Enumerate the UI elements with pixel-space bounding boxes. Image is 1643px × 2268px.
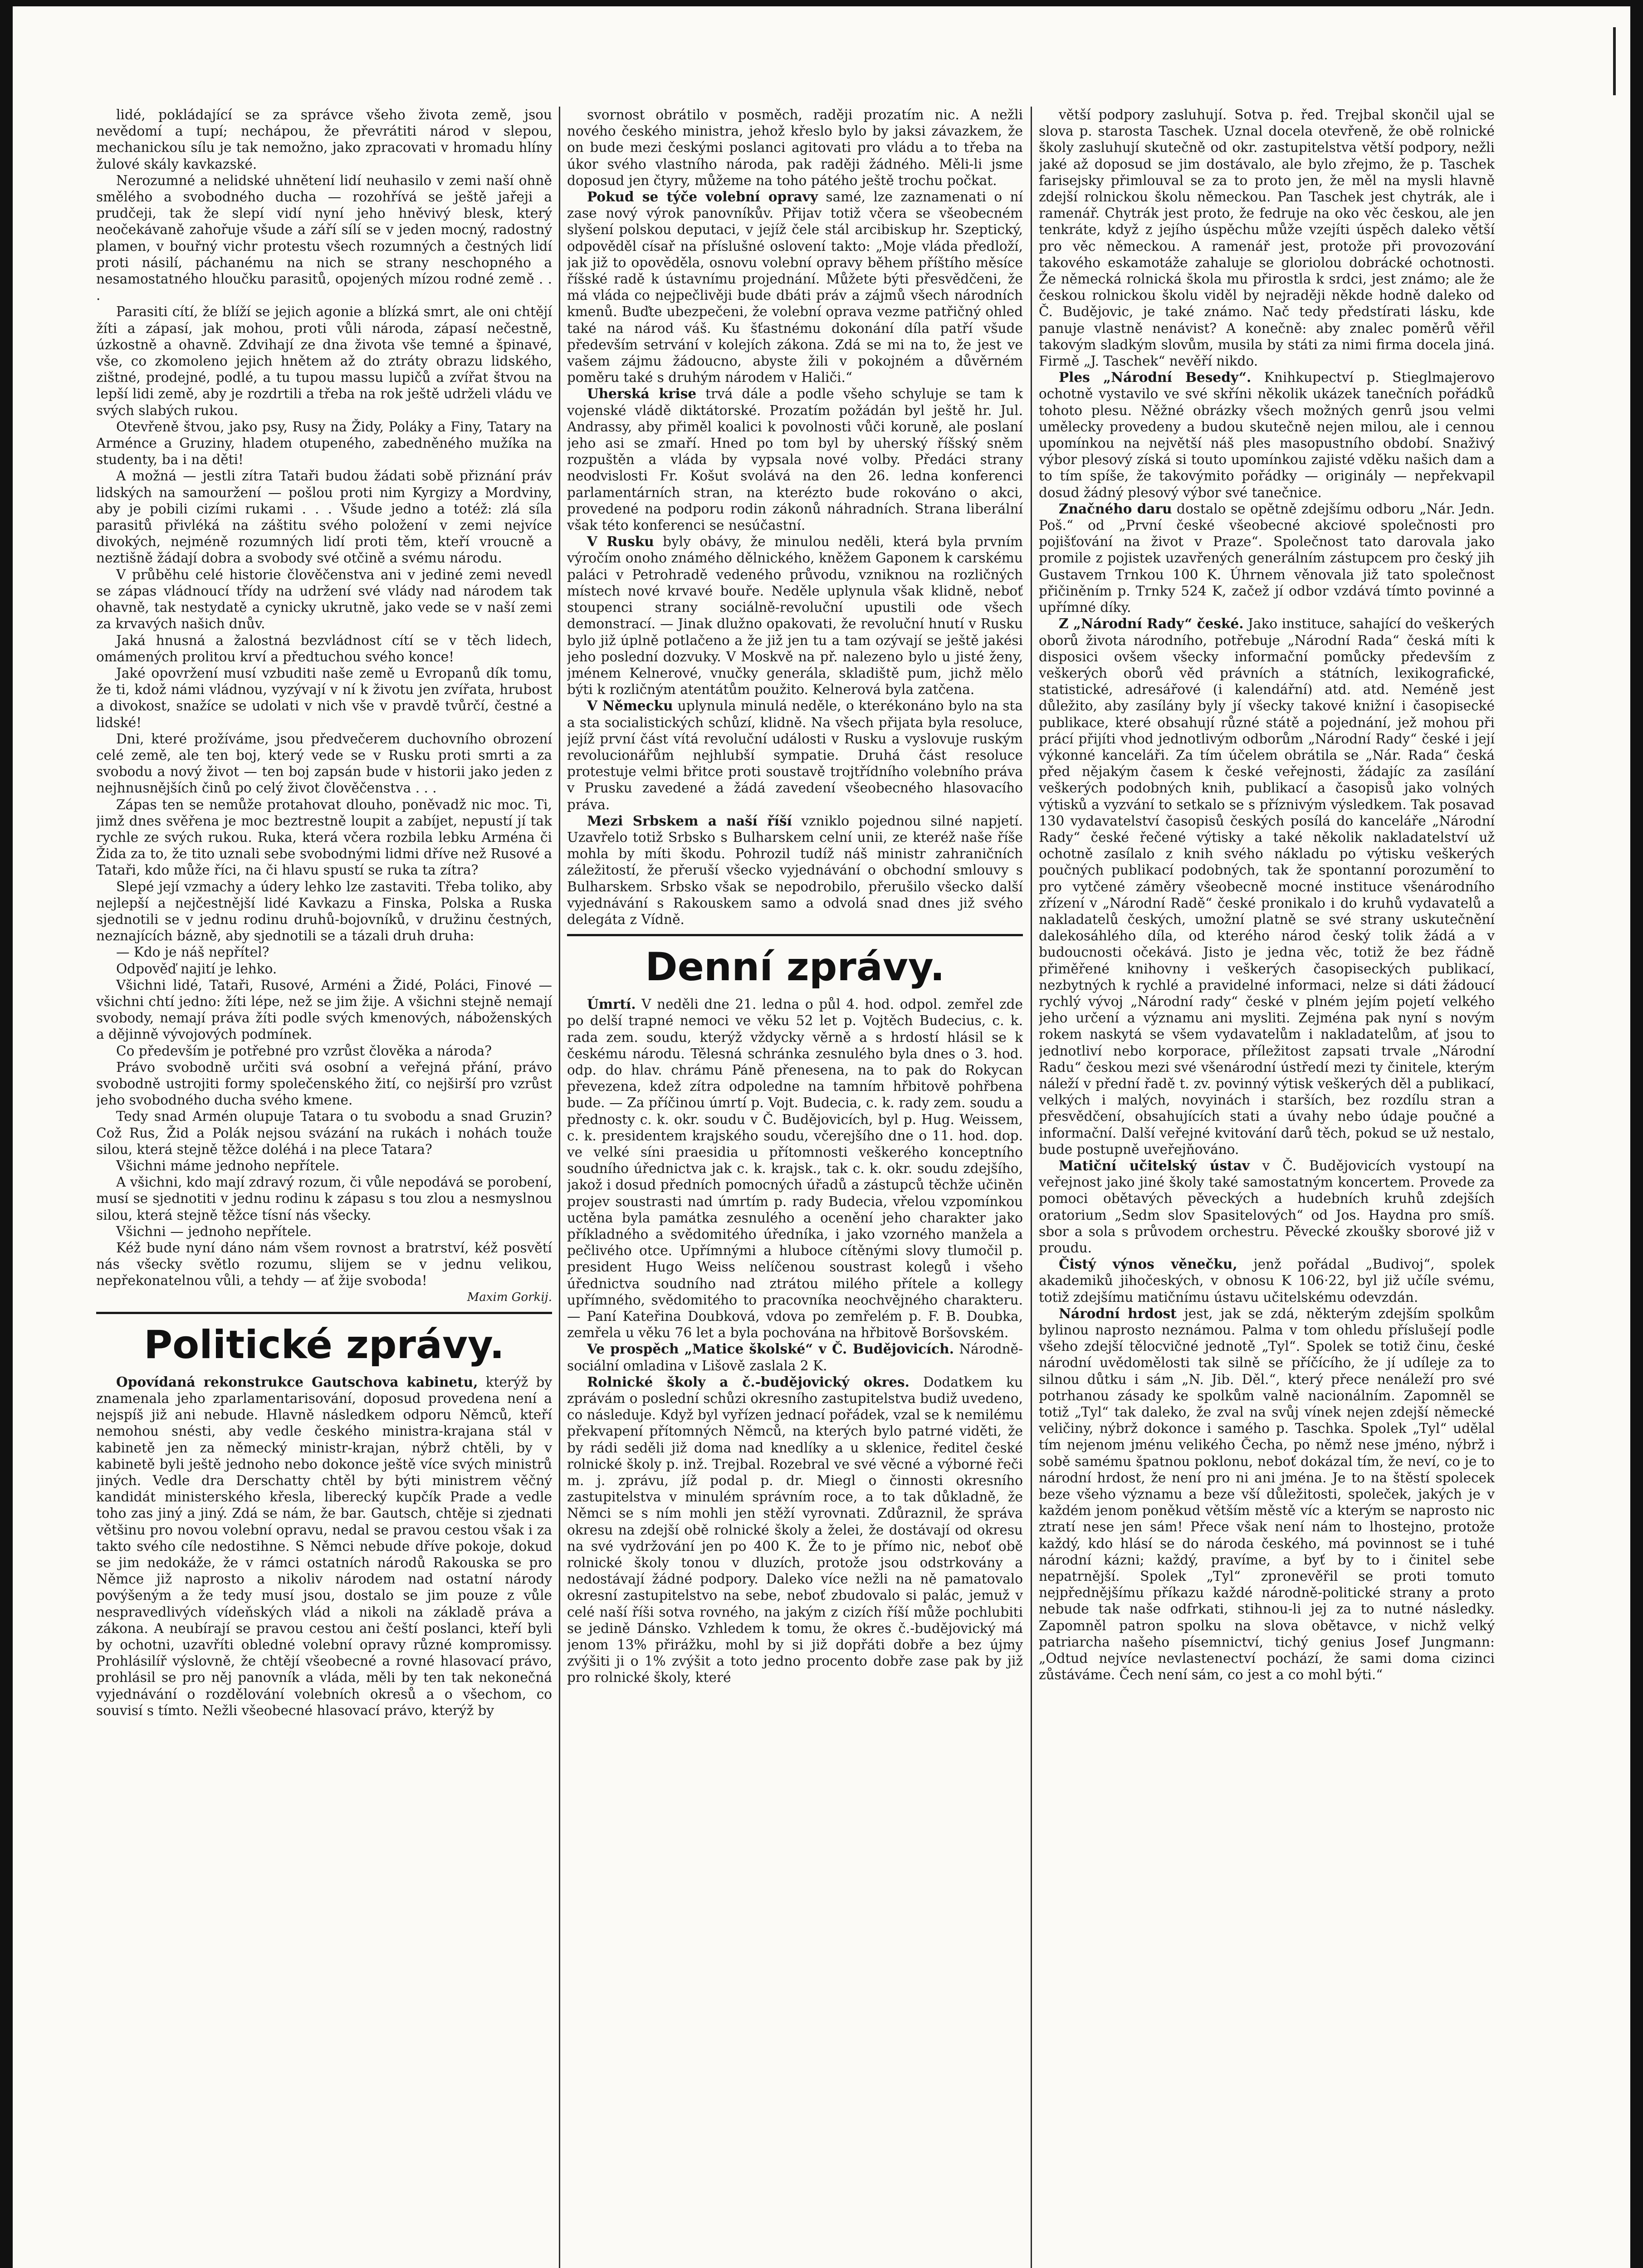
political-news	[96, 1374, 552, 1719]
news-item	[1039, 616, 1495, 1158]
paragraph: V průběhu celé historie člověčenstva ani v jediné zemi nevedl se zápas vládnoucí třídy na udržení své vlády nad národem tak ohavně, tak nestydatě a cynicky ukrutně, jako vede se v naší zemi za krvavých našich dnův.	[96, 567, 552, 632]
paragraph: Parasiti cítí, že blíží se jejich agonie a blízká smrt, ale oni chtějí žíti a zápasí, jak mohou, proti vůli národa, zápasí nečestně, úzkostně a ohavně. Zdvihají ze dna života vše temné a špinavé, vše, co zkomoleno jejich hnětem až do ztráty obrazu lidského, zištné, prodejné, podlé, a tu tupou massu lupičů a zvířat štvou na lepší lidi země, aby je rozdrtili a třeba na rok ještě udrželi vládu ve svých slabých rukou.	[96, 304, 552, 418]
section-divider	[567, 934, 1023, 936]
news-item-text: Národně-sociální omladina v Lišově zaslala 2 K.	[567, 1341, 1023, 1374]
paragraph: A možná — jestli zítra Tataři budou žádati sobě přiznání práv lidských na samouržení — pošlou proti nim Kyrgizy a Mordviny, aby je pobili cizími rukami . . . Všude jedno a totéž: zlá síla parasitů přivléká na záštitu svého položení v zemi nejvíce divokých, nejméně rozumných lidí proti těm, kteří vroucně a neztišně žádají dobra a svobody své otčině a svému národu.	[96, 468, 552, 566]
paragraph: Jaké opovržení musí vzbuditi naše země u Evropanů dík tomu, že ti, kdož námi vládnou, vyzývají v ní k životu jen zvířata, hrubost a divokost, snažíce se udolati v nich vše v pravdě tvůrčí, čestné a lidské!	[96, 665, 552, 730]
news-item-heading: Značného daru	[1059, 500, 1172, 517]
paragraph: Jaká hnusná a žalostná bezvládnost cítí se v těch lidech, omámených prolitou krví a předtuchou svého konce!	[96, 632, 552, 665]
news-item-heading: Pokud se týče volební opravy	[587, 189, 818, 205]
paragraph: Co především je potřebné pro vzrůst člověka a národa?	[116, 1043, 492, 1059]
paragraph: Všichni lidé, Tataři, Rusové, Arméni a Židé, Poláci, Finové — všichni chtí jedno: žíti lépe, než se jim žije. A všichni stejně nemají svobody, nemají práva žíti podle svých kmenových, náboženských a dějinně vývojových podmínek.	[96, 977, 552, 1042]
news-item-heading: Opovídaná rekonstrukce Gautschova kabinetu,	[116, 1374, 478, 1390]
news-item-heading: Matiční učitelský ústav	[1059, 1158, 1250, 1173]
news-item	[1039, 501, 1495, 616]
paragraph: A všichni, kdo mají zdravý rozum, či vůle nepodává se porobení, musí se sjednotiti v jednu rodinu k zápasu s tou zlou a nesmyslnou silou, která stejně těžce tísní nás všecky.	[96, 1174, 552, 1223]
paragraph: Odpověď najití je lehko.	[116, 961, 277, 977]
news-item	[567, 533, 1023, 698]
news-item-heading: Mezi Srbskem a naší říší	[587, 812, 792, 829]
news-item-text: vzniklo pojednou silné napjetí. Uzavřelo totiž Srbsko s Bulharskem celní unii, ze kteréž naše říše mohla by míti škodu. Pohrozil tudíž náš ministr zahraničních záležitostí, že přeruší všecko vyjednávání o obchodní smlouvy s Bulharskem. Srbsko však se nepodrobilo, přerušilo všecko další vyjednávání s Rakouskem samo a odvolá snad dnes již svého delegáta z Vídně.	[567, 813, 1023, 927]
news-item-heading: Rolnické školy a č.-budějovický okres.	[587, 1374, 910, 1390]
news-item-text: v Č. Budějovicích vystoupí na veřejnost jako jiné školy také samostatným koncertem. Provede za pomoci obětavých pěveckých a hudebních kruhů zdejších oratorium „Sedm slov Spasitelových“ od Jos. Haydna pro smíš. sbor a sola s průvodem orchestru. Pěvecké zkoušky sborové již v proudu.	[1039, 1158, 1495, 1256]
column-3-continuation	[1039, 107, 1495, 369]
news-item-heading: Ples „Národní Besedy“.	[1059, 369, 1252, 386]
news-item-heading: Z „Národní Rady“ české.	[1059, 616, 1244, 632]
news-item-text: kterýž by znamenala jeho zparlamentarisování, doposud provedena není a nejspíš již ani nebude. Hlavně následkem odporu Němců, kteří nemohou snésti, aby vedle českého ministra-krajana stál v kabinetě jen za německý ministr-krajan, nýbrž chtěli, by v kabinetě byli ještě jednoho nebo dokonce ještě více svých ministrů jiných. Vedle dra Derschatty chtěl by býti ministrem věčný kandidát ministerského křesla, liberecký kupčík Prade a vedle toho zas jiný a jiný. Zdá se nám, že bar. Gautsch, chtěje si zjednati většinu pro novou volební opravu, nedal se pravou cestou však i za takto svého cíle nedostihne. S Němci nebude dříve pokoje, dokud se jim nedokáže, že v rámci ostatních národů Rakouska se pro Němce již naprosto a nikoliv národem nad ostatní národy povýšeným a že tedy musí jsou, dostalo se jim pouze z vůle nespravedlivých vídeňských vlád a nikoli na základě práva a zákona. A neubírají se pravou cestou ani čeští poslanci, kteří byli by ochotni, uzavříti obledné volební opravy různé kompromissy. Prohlásilíř výslovně, že chtějí všeobecné a rovné hlasovací právo, prohlásil se pro něj panovník a vláda, měli by ten tak nekonečná vyjednávání o rozdělování volebních okresů a o všechom, co souvisí s tímto. Nežli všeobecné hlasovací právo, kterýž by	[96, 1374, 552, 1718]
news-item	[1039, 1158, 1495, 1256]
column-2	[567, 107, 1023, 2268]
news-item	[567, 996, 1023, 1341]
section-title-daily: Denní zprávy.	[645, 944, 945, 990]
news-item-text: byly obávy, že minulou neděli, která byla prvním výročím onoho známého dělnického, kněžem Gaponem k carskému paláci v Petrohradě vedeného průvodu, vzniknou na rozličných místech nové krvavé bouře. Neděle uplynula však klidně, neboť stoupenci strany sociálně-revoluční upustili ode všech demonstrací. — Jinak dlužno opakovati, že revoluční hnutí v Rusku bylo již úplně potlačeno a že již jen tu a tam ozývají se ještě jakési jeho poslední dozvuky. V Moskvě na př. nalezeno bylo u jisté ženy, jménem Kelnerové, vnučky generála, skladiště pum, jichž mělo býti k rozličným atentátům použito. Kelnerová byla zatčena.	[567, 534, 1023, 698]
scan-frame-right	[1630, 0, 1643, 2268]
news-item-text: Dodatkem ku zprávám o poslední schůzi okresního zastupitelstva budiž uvedeno, co následuje. Když byl vyřízen jednací pořádek, vzal se k nemilému překvapení přítomných Němců, na kterých bylo patrné viděti, že by rádi seděli již doma nad knedlíky a u sklenice, ředitel české rolnické školy p. inž. Trejbal. Rozebral ve své věcné a výborné řeči m. j. zprávu, jíž podal p. dr. Miegl o činnosti okresního zastupitelstva v minulém správním roce, a to tak důkladně, že Němci se s ním mohli jen stěží vyrovnati. Zdůraznil, že správa okresu na zdejší obě rolnické školy a želei, že dostávají od okresu na své vydržování jen po 400 K. Že to je přímo nic, neboť obě rolnické školy tonou v dluzích, protože jsou odstrkovány a nedostávají žádné podpory. Daleko více nežli na ně pamatovalo okresní zastupitelstvo na sebe, neboť zbudovalo si palác, jemuž v celé naší říši sotva rovného, na jakým z cizích říší může pochlubiti se jedině Dánsko. Vzhledem k tomu, že okres č.-budějovický má jenom 13% přirážku, mohl by si již dopřáti dobře a bez újmy zvýšiti ji o 1% zvýšit a toto jedno procento dobře zase pak by již pro rolnické školy, které	[567, 1374, 1023, 1686]
column-1	[96, 107, 552, 2268]
gorkij-essay	[96, 107, 552, 1289]
paragraph: Dni, které prožíváme, jsou předvečerem duchovního obrození celé země, ale ten boj, který vede se v Rusku proti smrti a za svobodu a nový život — ten boj zapsán bude v historii jako jeden z nejhnusnějších činů po celý život člověčenstva . . .	[96, 731, 552, 796]
section-title-political: Politické zprávy.	[144, 1322, 504, 1368]
column-2-continuation	[567, 107, 1023, 189]
news-item	[567, 386, 1023, 533]
news-item-heading: Čistý výnos věnečku,	[1059, 1256, 1237, 1272]
news-item-text: uplynula minulá neděle, o kterékonáno bylo na sta a sta socialistických schůzí, klidně. Na všech přijata byla resoluce, jejíž první část vítá revoluční události v Rusku a vyslovuje ruským revolucionářům nejhlubší sympatie. Druhá část resoluce protestuje velmi břitce proti soustavě trojtřídního volebního práva v Prusku zavedené a žádá zavedení všeobecného hlasovacího práva.	[567, 698, 1023, 812]
news-item	[567, 1341, 1023, 1374]
column-3	[1039, 107, 1495, 2268]
scan-frame-left	[0, 0, 13, 2268]
news-item-text: samé, lze zaznamenati o ní zase nový výrok panovníkův. Přijav totiž včera se všeobecném slyšení polskou deputaci, v jejíž čele stál arcibiskup hr. Szeptický, odpověděl císař na příslušné oslovení takto: „Moje vláda předloží, jak již to opověděla, osnovu volební opravy během příštího měsíce říšské radě k ústavnímu projednání. Můžete býti přesvědčeni, že má vláda co nejpečlivěji bude dbáti práv a zájmů všech národních kmenů. Buďte ubezpečeni, že volební oprava vezme patřičný ohled také na národ váš. Ku šťastnému dokonání díla patří všude především setrvání v kolejích zákona. Zdá se mi na to, že jest ve vašem zájmu žádoucno, abyste žili v pokojném a důvěrném poměru také s druhým národem v Haliči.“	[567, 189, 1023, 386]
news-item-text: dostalo se opětně zdejšímu odboru „Nár. Jedn. Poš.“ od „První české všeobecné akciové společnosti pro pojišťování na život v Praze“. Společnost tato darovala jako promile z pojistek uzavřených generálním zástupcem pro český jih Gustavem Trnkou 100 K. Úhrnem věnovala již tato společnost přičiněním p. Trnky 524 K, začež jí odbor vzdává tímto povinné a upřímné díky.	[1039, 501, 1495, 616]
news-item	[1039, 1256, 1495, 1305]
news-item	[567, 189, 1023, 386]
news-item-text: jest, jak se zdá, některým zdejším spolkům bylinou naprosto neznámou. Palma v tom ohledu příslušejí podle všeho zdejší tělocvičné jednotě „Tyl“. Spolek se totiž činu, české národní uvědomělosti tak silně se příčícího, že jí udíleje za to silnou důtku i sám „N. Jib. Děl.“, který přece nenáleží pro své potrhanou zásady ke spolkům valně nacionálním. Zapomněl se totiž „Tyl“ tak daleko, že zval na svůj vínek nejen zdejší německé veličiny, nýbrž dokonce i samého p. Taschka. Spolek „Tyl“ udělal tím nejenom jménu velikého Čecha, po němž nese jméno, nýbrž i sobě samému špatnou poklonu, neboť dokázal tím, že neví, co je to národní hrdost, že není pro ni ani jména. Je to na štěstí spolecek beze všeho významu a beze vší důležitosti, společek, jakých je v každém jenom poněkud větším městě víc a kterým se naprosto nic ztratí nese jen sám! Přece však není nám to lhostejno, protože každý, kdo hlásí se do národa českého, má povinnost se i tuhé národní kázni; každý, pravíme, a byť by to i činitel sebe nepatrnější. Spolek „Tyl“ zpronevěřil se proti tomuto nejpřednějšímu příkazu každé národně-politické strany a proto nebude tak naše odfrkati, stihnou-li jej za to nutné následky. Zapomněl patron spolku na slova obětavce, v nichž velký patriarcha našeho písemnictví, tichý genius Josef Jungmann: „Odtud nejvíce nevlastenectví pochází, že sami doma cizinci zůstáváme. Čech není sám, co jest a co mohl býti.“	[1039, 1305, 1495, 1683]
paragraph: Všichni — jednoho nepřítele.	[116, 1223, 312, 1239]
paragraph: — Kdo je náš nepřítel?	[116, 944, 269, 960]
news-item	[567, 698, 1023, 812]
news-item	[1039, 369, 1495, 501]
paragraph: Nerozumné a nelidské uhnětení lidí neuhasilo v zemi naší ohně smělého a svobodného ducha — rozohřívá se ještě jařeji a prudčeji, tak že slepí vidí nyní jeho hněvivý blesk, který neočekávaně zahořuje všude a září sílí se v jeden mocný, radostný plamen, v bouřný vichr protestu všech rozumných a čestných lidí proti násilí, páchanému na nich se strany neschopného a nesamostatného hloučku parasitů, opojených mízou rodné země . . .	[96, 172, 552, 303]
paragraph: lidé, pokládající se za správce všeho života země, jsou nevědomí a tupí; nechápou, že převrátiti národ v slepou, mechanickou sílu je tak nemožno, jako zpracovati v hromadu hlíny žulové skály kavkazské.	[96, 107, 552, 172]
news-item-text: jenž pořádal „Budivoj“, spolek akademiků jihočeských, v obnosu K 106·22, byl již učíle svému, totiž zdejšímu matičnímu ústavu učitelskému odevzdán.	[1039, 1256, 1495, 1305]
news-item-heading: V Německu	[587, 698, 673, 714]
political-news-continued	[567, 189, 1023, 928]
news-item-text: V neděli dne 21. ledna o půl 4. hod. odpol. zemřel zde po delší trapné nemoci ve věku 52 let p. Vojtěch Budecius, c. k. rada zem. soudu, kterýž vždycky věrně a s hrdostí hlásil se k českému národu. Tělesná schránka zesnulého byla dnes o 3. hod. odp. do hlav. chrámu Páně přenesena, na to pak do Rokycan převezena, kdež zítra odpoledne na tamním hřbitově pohřbena bude. — Za příčinou úmrtí p. Vojt. Budecia, c. k. rady zem. soudu a přednosty c. k. okr. soudu v Č. Budějovicích, byl p. Hug. Weissem, c. k. presidentem krajského soudu, včerejšího dne o 11. hod. dop. ve velké síni praesidia u přítomnosti veškerého konceptního soudního úřednictva jak c. k. krajsk., tak c. k. okr. soudu zdejšího, jakož i dosud předních pomocných úřadů a zástupců těchže učiněn projev soustrasti nad úmrtím p. rady Budecia, vřelou vzpomínkou uctěna byla památka zesnulého a ocenění jeho charakter jako příkladného a svědomitého úředníka, i jako vzorného manžela a pečlivého otce. Upřímnými a hluboce cítěnými slovy tlumočil p. president Hugo Weiss nelíčenou soustrast kolegů i všeho úřednictva soudního nad ztrátou milého přítele a kollegy upřímného, svědomitého to pracovníka neochvějného charakteru. — Paní Kateřina Doubková, vdova po zemřelém p. F. B. Doubka, zemřela u věku 76 let a byla pochována na hřbitově Boršovském.	[567, 997, 1023, 1341]
paragraph: Zápas ten se nemůže protahovat dlouho, poněvadž nic moc. Ti, jimž dnes svěřena je moc beztrestně loupit a zabíjet, nepustí jí tak rychle ze svých rukou. Ruka, která včera rozbila lebku Arména či Žida za to, že tito uznali sebe svobodnými lidmi dříve než Rusové a Tataři, kdo může říci, na či hlavu spustí se ruka ta zítra?	[96, 797, 552, 878]
page-edge-mark	[1613, 27, 1616, 95]
news-item-text: Jako instituce, sahající do veškerých oborů života národního, potřebuje „Národní Rada“ česká míti k disposici ovšem všecky informační pomůcky především z veškerých oborů věd právních a státních, lexikografické, statistické, adresářové (i kalendářní) atd. atd. Neméně jest důležito, aby zasílány byly jí všecky takové knižní i časopisecké publikace, které obsahují různé státě a pojednání, jež mohou při prácí přijíti vhod jednotlivým odborům „Národní Rady“ české i její výkonné kanceláři. Za tím účelem obrátila se „Nár. Rada“ česká před nějakým časem k české veřejnosti, žádajíc za zasílání veškerých podobných knih, publikací a časopisů jako volných výtisků a vyzvání to setkalo se s příznivým výsledkem. Tak posavad 130 vydavatelství časopisů českých posílá do kanceláře „Národní Rady“ české řečené výtisky a také několik nakladatelství už ochotně zasílalo z knih svého nákladu po výtisku veškerých poučných publikací podobných, tak že spontanní porozumění to pro vytčené záměry všeobecně mocné instituce všenárodního zřízení v „Národní Radě“ české pronikalo i do kruhů vydavatelů a nakladatelů českých, umožní platně se své strany uskutečnění dalekosáhlého díla, od kterého národ český tolik žádá a v budoucnosti očekává. Jisto je jedna věc, totiž že bez řádně přiměřené knihovny i veškerých časopiseckých publikací, nezbytných k rychlé a pravidelné informaci, nelze si dáti žádoucí rychlý vývoj „Národní rady“ české v plném jejím pojetí velkého jeho určení a významu ani mysliti. Zejména pak nyní s novým rokem naskytá se všem vydavatelům i nakladatelům, ať jsou to jednotliví nebo korporace, příležitost zapsati trvale „Národní Radu“ českou mezi své všenárodní ústředí mezi ty činitele, kterým náleží v přední řadě t. zv. povinný výtisk veškerých děl a publikací, velkých i malých, novyinách i starších, bez rozdílu stran a přesvědčení, obsahujících stati a úvahy nebo údaje poučné a informační. Další veřejné kvitování darů těch, pokud se už nestalo, bude postupně uveřejňováno.	[1039, 616, 1495, 1157]
paragraph: Právo svobodně určiti svá osobní a veřejná přání, právo svobodně ustrojiti formy společenského žití, co nejširší pro vzrůst jeho svobodného ducha svého kmene.	[96, 1059, 552, 1108]
essay-signature: Maxim Gorkij.	[467, 1290, 552, 1304]
news-item-text: trvá dále a podle všeho schyluje se tam k vojenské vládě diktátorské. Prozatím požádán byl ještě hr. Jul. Andrassy, aby přiměl koalici k povolnosti vůči koruně, ale poslaní jeho asi se zmaří. Hned po tom byl by uherský říšský sněm rozpuštěn a vláda by vypsala nové volby. Předáci strany neodvislosti Fr. Košut svolává na den 26. ledna konferenci parlamentárních stran, na kterézto bude rokováno o akci, provedené na podporu rodin zákonů náhradních. Strana liberální však této konferenci se nesúčastní.	[567, 386, 1023, 533]
paragraph: větší podpory zasluhují. Sotva p. řed. Trejbal skončil ujal se slova p. starosta Taschek. Uznal docela otevřeně, že obě rolnické školy zasluhují skutečně od okr. zastupitelstva větší podpory, nežli jaké až doposud se jim dostávalo, ale bylo zřejmo, že p. Taschek farisejsky přimlouval se za to proto jen, že měl na mysli hlavně zdejší rolnickou školu německou. Pan Taschek jest chytrák, ale i ramenář. Chytrák jest proto, že fedruje na oko věc českou, ale jen tenkráte, když z jejího úspěchu může vzejíti úspěch daleko větší pro věc německou. A ramenář jest, protože při provozování takového eskamotáže zahaluje se gloriolou dobrácké ochotnosti. Že německá rolnická škola mu přirostla k srdci, jest známo; ale že českou rolnickou školu viděl by nejraději někde hodně daleko od Č. Budějovic, je také známo. Nač tedy předstírati lásku, kde panuje vlastně nenávist? A konečně: aby znalec poměrů věřil takovým sladkým slovům, musila by státi za nimi firma docela jiná. Firmě „J. Taschek“ nevěří nikdo.	[1039, 107, 1495, 369]
news-item-heading: Uherská krise	[587, 386, 697, 402]
news-item-heading: V Rusku	[587, 533, 654, 550]
paragraph: Tedy snad Armén olupuje Tatara o tu svobodu a snad Gruzin? Což Rus, Žid a Polák nejsou svázání na rukách i nohách touže silou, která stejně těžce doléhá i na plece Tatara?	[96, 1109, 552, 1157]
news-item-heading: Úmrtí.	[587, 996, 636, 1012]
news-item-heading: Národní hrdost	[1059, 1305, 1177, 1321]
news-item	[96, 1374, 552, 1719]
news-item-text: Knihkupectví p. Stieglmajerovo ochotně vystavilo ve své skříni několik ukázek tanečních pořádků tohoto plesu. Něžné obrázky všech možných genrů jsou velmi umělecky provedeny a budou skutečně nejen milou, ale i cennou upomínkou na největší náš ples masopustního období. Snaživý výbor plesový získá si touto upomínkou zajisté vděku našich dam a to tím spíše, že takovýmito pořádky — originály — nepřekvapil dosud žádný plesový výbor své tanečnice.	[1039, 370, 1495, 500]
daily-news-continued	[1039, 369, 1495, 1683]
paragraph: svornost obrátilo v posměch, raději prozatím nic. A nežli nového českého ministra, jehož křeslo bylo by jaksi závazkem, že on bude mezi českými poslanci agitovati pro vládu a to třeba na úkor svého vlastního národa, pak raději žádného. Měli-li jsme doposud jen čtyry, můžeme na toho pátého ještě trochu počkat.	[567, 107, 1023, 188]
scan-frame-top	[0, 0, 1643, 6]
paragraph: Slepé její vzmachy a údery lehko lze zastaviti. Třeba toliko, aby nejlepší a nejčestnější lidé Kavkazu a Finska, Polska a Ruska sjednotili se v jednu rodinu druhů-bojovníků, v družinu čestných, neznajících bázně, aby sjednotili se a tázali druh druha:	[96, 879, 552, 944]
paragraph: Otevřeně štvou, jako psy, Rusy na Židy, Poláky a Finy, Tatary na Arménce a Gruziny, hladem otupeného, zabedněného mužíka na studenty, ba i na děti!	[96, 419, 552, 468]
news-item-heading: Ve prospěch „Matice školské“ v Č. Budějovicích.	[587, 1341, 954, 1357]
news-item	[567, 813, 1023, 928]
section-divider	[96, 1312, 552, 1314]
news-item	[1039, 1305, 1495, 1683]
paragraph: Kéž bude nyní dáno nám všem rovnost a bratrství, kéž posvětí nás všecky světlo rozumu, slijem se v jednu velikou, nepřekonatelnou vůli, a tehdy — ať žije svoboda!	[96, 1240, 552, 1289]
column-divider	[559, 107, 560, 2268]
column-divider	[1031, 107, 1032, 2268]
news-item	[567, 1374, 1023, 1686]
paragraph: Všichni máme jednoho nepřítele.	[116, 1158, 340, 1173]
daily-news	[567, 996, 1023, 1686]
